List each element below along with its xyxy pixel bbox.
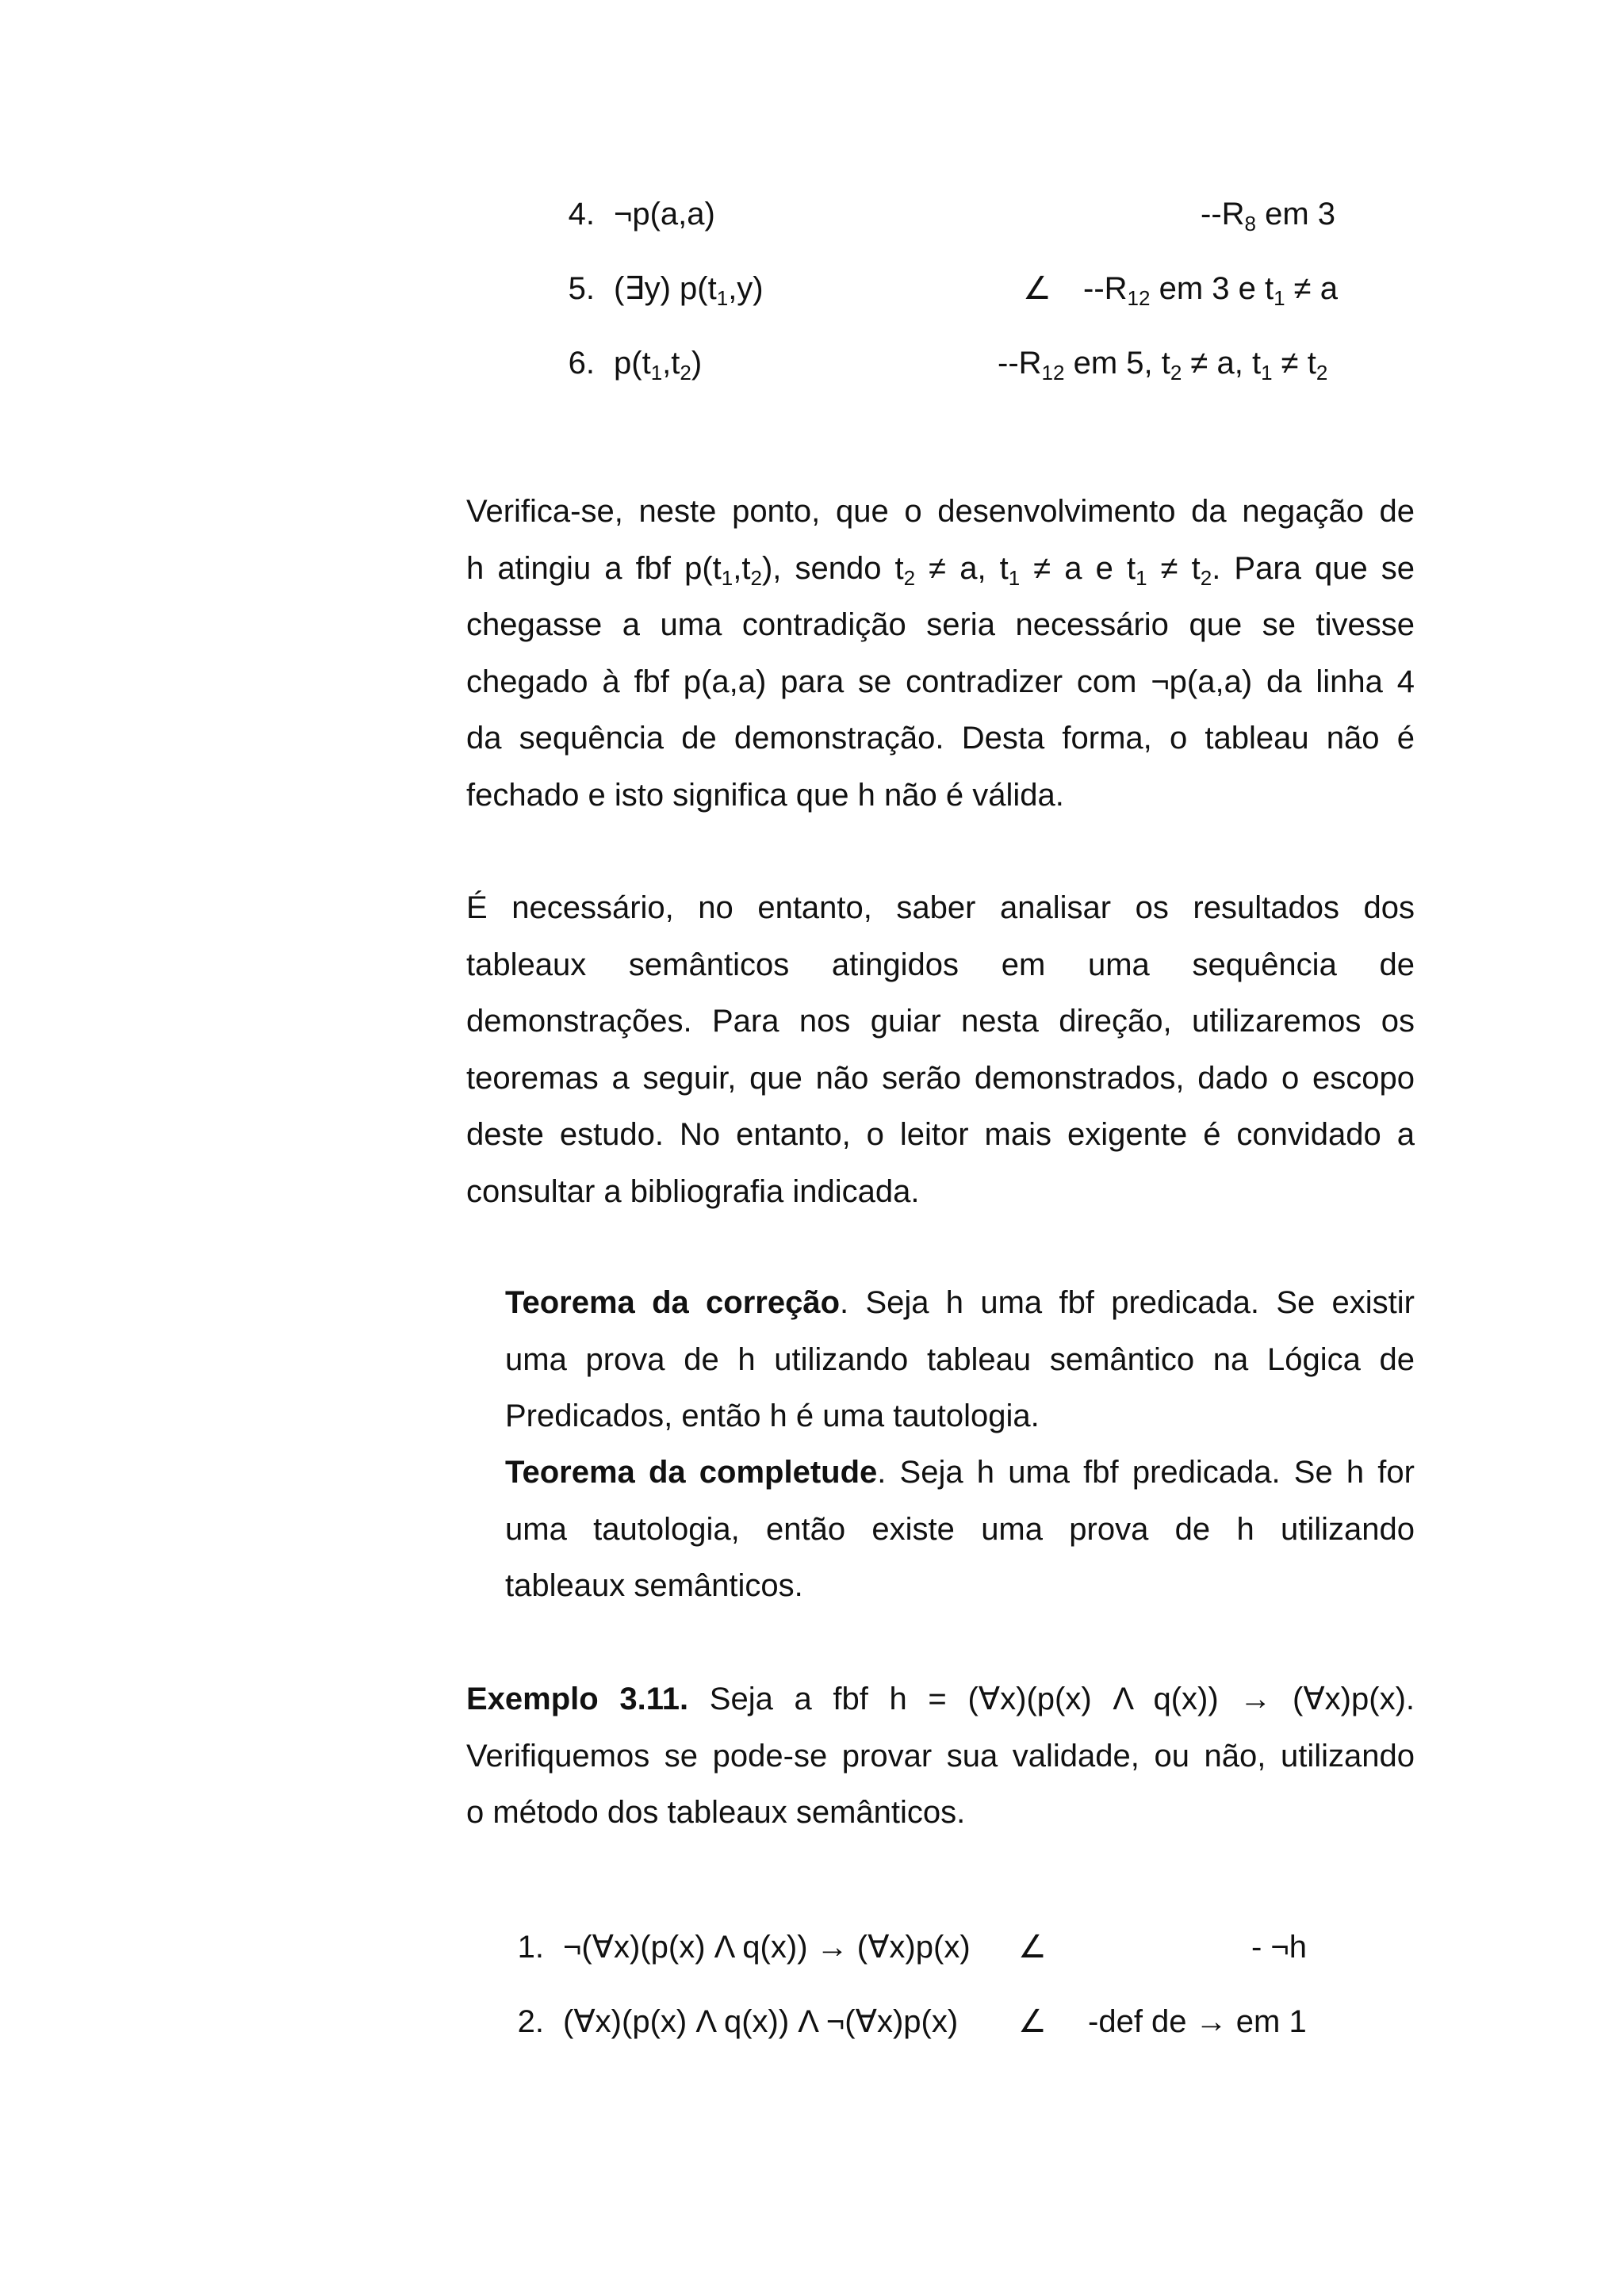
example-3-11 xyxy=(466,1671,1415,1842)
justification: $--R_8$ em 3 xyxy=(1201,197,1336,235)
justification: - ¬h xyxy=(1251,1930,1308,1965)
justification: $--R_{12}$ em 5, $t_2 \ne a$, $t_1 \ne t_2$ xyxy=(998,346,1328,385)
text-line: teoremas a seguir, que não serão demonstrados, dado o escopo xyxy=(466,1060,1415,1096)
text-line: tableaux semânticos. xyxy=(505,1568,803,1603)
text-line: Teorema da correção. Seja h uma fbf predicada. Se existir xyxy=(505,1285,1415,1320)
example-title: Exemplo 3.11. xyxy=(466,1682,689,1716)
text-line: uma tautologia, então existe uma prova de h utilizando xyxy=(505,1511,1415,1547)
justification: $--R_{12}$ em 3 e $t_1 \ne a$ xyxy=(1083,271,1338,310)
line-number: 4. xyxy=(568,197,595,232)
text-line: chegasse a uma contradição seria necessário que se tivesse xyxy=(466,607,1415,642)
text-line: fechado e isto significa que h não é válida. xyxy=(466,777,1064,813)
paragraph-1 xyxy=(466,484,1415,824)
text-line: uma prova de h utilizando tableau semântico na Lógica de xyxy=(505,1341,1415,1377)
theorem-title: Teorema da correção xyxy=(505,1285,841,1320)
text-line: Verifica-se, neste ponto, que o desenvolvimento da negação de xyxy=(466,494,1415,529)
formula: ¬p(a,a) xyxy=(614,197,715,232)
angle-icon: ∠ xyxy=(1018,2004,1047,2039)
theorem-completude xyxy=(505,1445,1415,1615)
angle-icon: ∠ xyxy=(1023,271,1051,306)
angle-icon: ∠ xyxy=(1018,1930,1047,1965)
line-number: 6. xyxy=(568,346,595,381)
theorem-correcao xyxy=(505,1275,1415,1445)
text-line: h atingiu a fbf $p(t_1,t_2)$, sendo $t_2 \ne a$, $t_1 \ne a$ e $t_1 \ne t_2$. Para que se xyxy=(466,550,1415,590)
formula: ¬(∀x)(p(x) Λ q(x)) → (∀x)p(x) xyxy=(563,1930,971,1965)
text-line: demonstrações. Para nos guiar nesta direção, utilizaremos os xyxy=(466,1004,1415,1039)
formula: (∃y) $p(t_1,y)$ xyxy=(614,271,764,310)
text-line: da sequência de demonstração. Desta forma, o tableau não é xyxy=(466,721,1415,756)
line-number: 5. xyxy=(568,271,595,306)
theorem-title: Teorema da completude xyxy=(505,1455,878,1490)
text-line: É necessário, no entanto, saber analisar os resultados dos xyxy=(466,890,1415,925)
text-line: o método dos tableaux semânticos. xyxy=(466,1795,966,1830)
text-line: Predicados, então h é uma tautologia. xyxy=(505,1399,1040,1433)
paragraph-2 xyxy=(466,880,1415,1220)
line-number: 2. xyxy=(517,2004,544,2039)
text-line: Verifiquemos se pode-se provar sua validade, ou não, utilizando xyxy=(466,1738,1415,1774)
text-line: Exemplo 3.11. Seja a fbf h = (∀x)(p(x) Λ q(x)) → (∀x)p(x). xyxy=(466,1682,1415,1716)
text-line: chegado à fbf p(a,a) para se contradizer com ¬p(a,a) da linha 4 xyxy=(466,664,1415,699)
formula: (∀x)(p(x) Λ q(x)) Λ ¬(∀x)p(x) xyxy=(563,2004,959,2039)
text-line: deste estudo. No entanto, o leitor mais exigente é convidado a xyxy=(466,1117,1415,1152)
text-line: Teorema da completude. Seja h uma fbf predicada. Se h for xyxy=(505,1455,1415,1490)
text-line: tableaux semânticos atingidos em uma sequência de xyxy=(466,947,1415,982)
text-line: consultar a bibliografia indicada. xyxy=(466,1173,920,1209)
line-number: 1. xyxy=(517,1930,544,1965)
formula: $p(t_1,t_2)$ xyxy=(614,346,703,385)
justification: -def de → em 1 xyxy=(1088,2004,1307,2039)
